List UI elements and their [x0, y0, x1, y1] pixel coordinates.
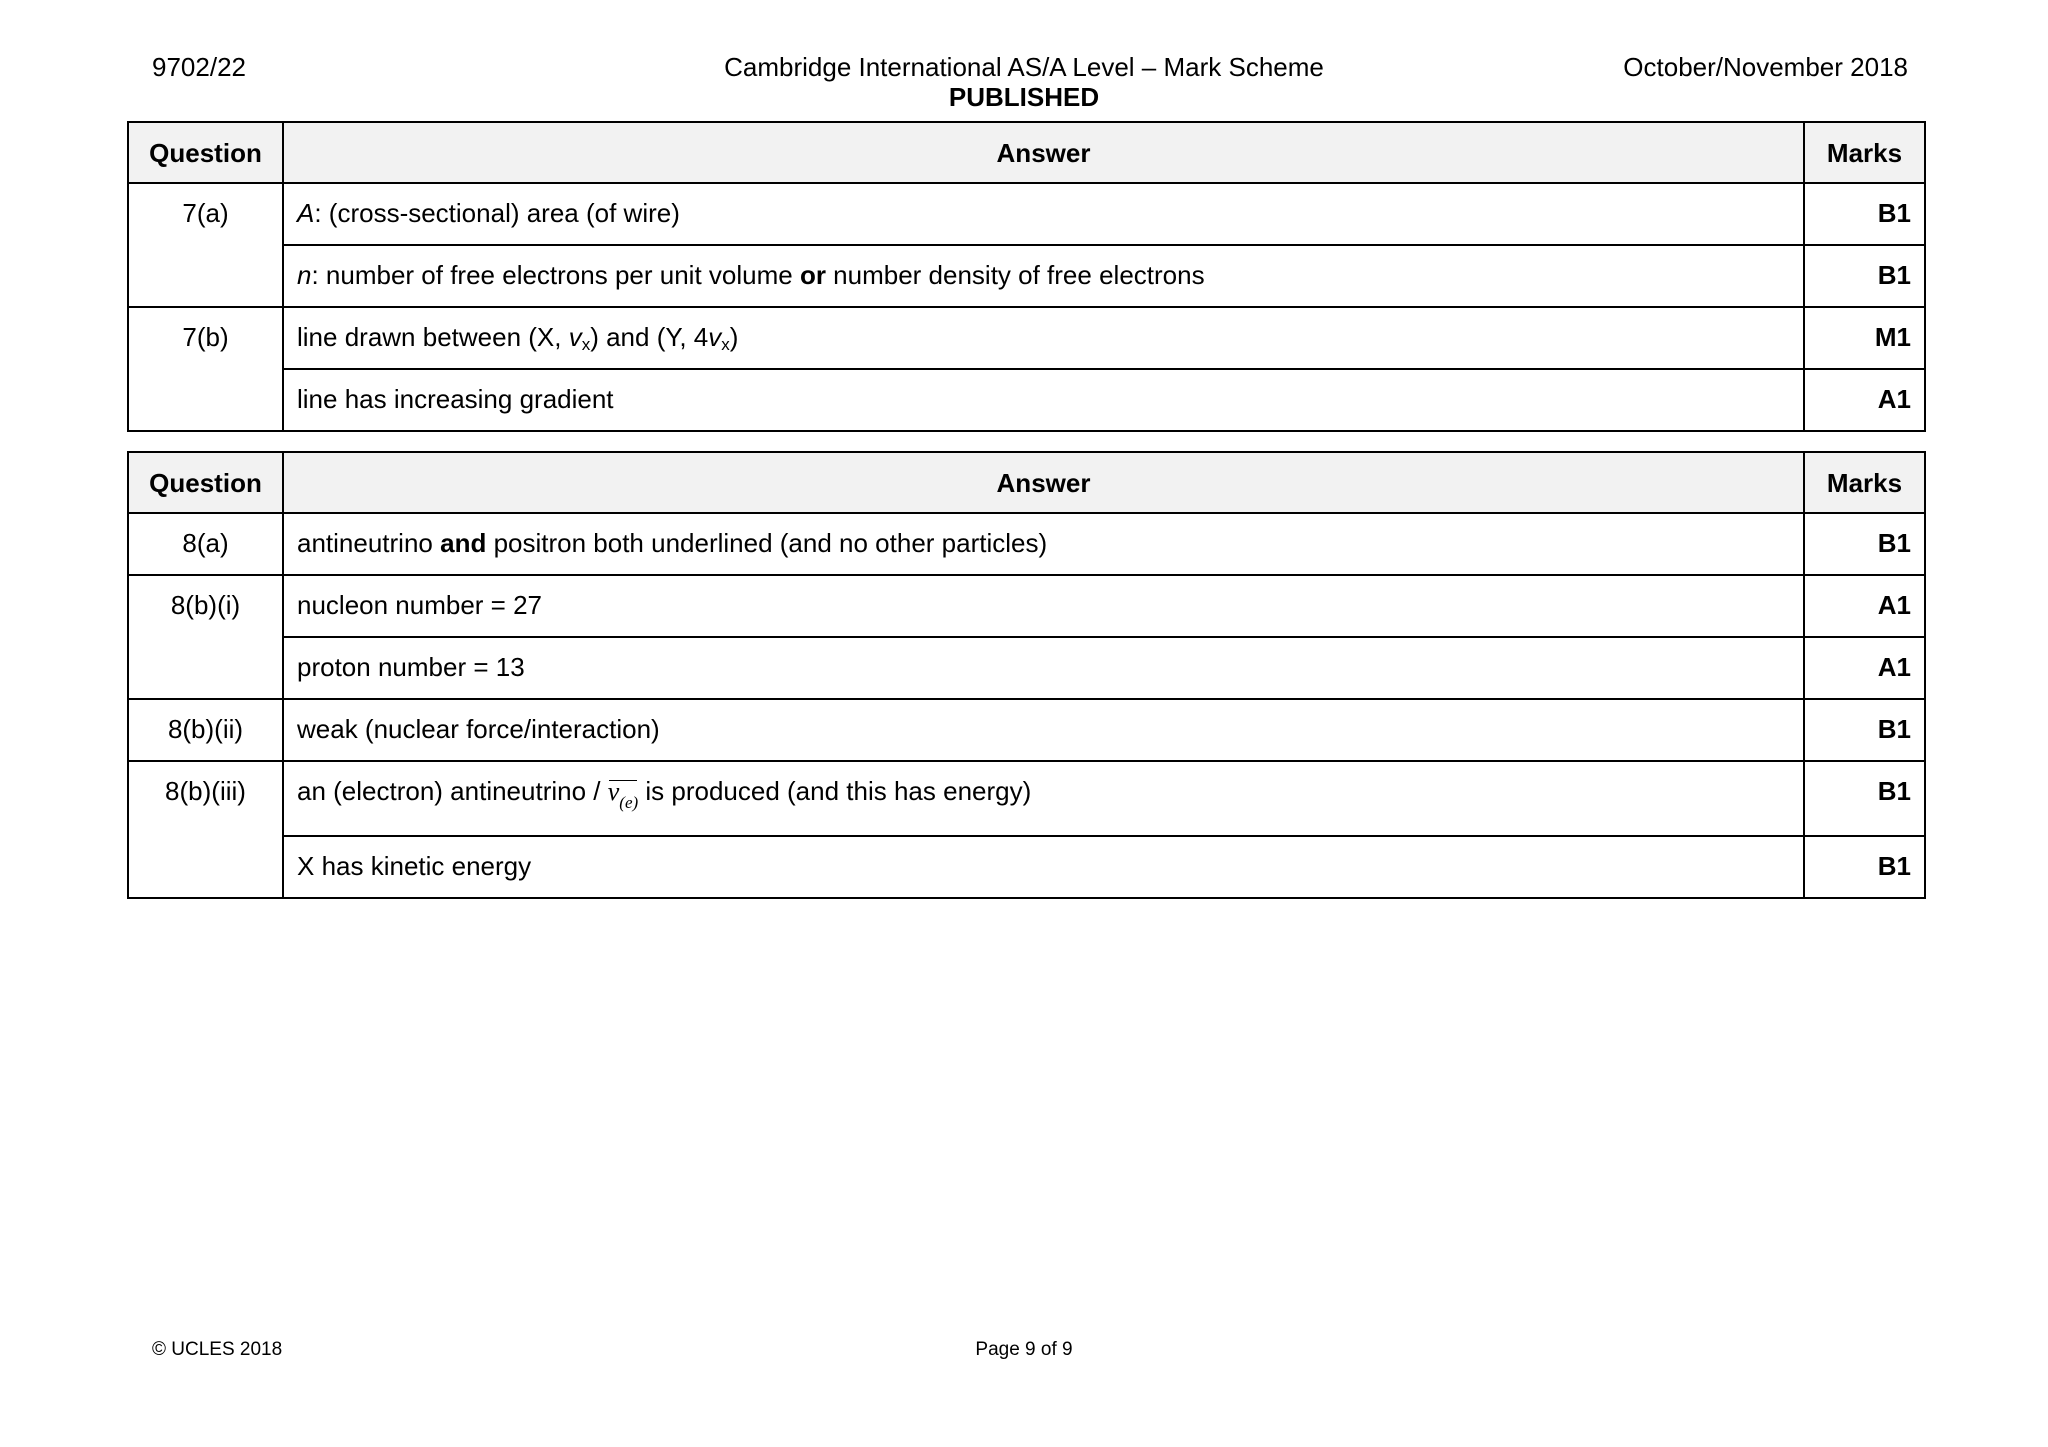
- exam-session: October/November 2018: [1623, 52, 1908, 82]
- answer-header: Answer: [283, 452, 1804, 513]
- published-label: PUBLISHED: [948, 82, 1100, 112]
- answer-cell: [283, 307, 1804, 369]
- variable: v: [708, 322, 722, 352]
- answer-header: Answer: [283, 122, 1804, 183]
- table-row: [128, 307, 1925, 369]
- question-number: 8(b)(ii): [128, 699, 283, 761]
- answer-text: ): [729, 322, 739, 352]
- variable: A: [297, 198, 315, 228]
- question-number: 8(a): [128, 513, 283, 575]
- answer-cell: X has kinetic energy: [283, 836, 1804, 898]
- answer-text: number density of free electrons: [825, 260, 1205, 290]
- variable: n: [297, 260, 312, 290]
- marks-header: Marks: [1804, 452, 1925, 513]
- answer-cell: [283, 183, 1804, 245]
- answer-text: ) and (Y, 4: [590, 322, 709, 352]
- table-row: [128, 513, 1925, 575]
- question-number: 8(b)(i): [128, 575, 283, 699]
- answer-text: is produced (and this has energy): [638, 776, 1032, 806]
- answer-text: : number of free electrons per unit volume: [311, 260, 800, 290]
- paper-code: 9702/22: [152, 52, 246, 82]
- question-number: 7(b): [128, 307, 283, 431]
- nu-subscript: (e): [619, 793, 639, 812]
- overbar: [609, 780, 637, 781]
- emphasis: or: [799, 260, 826, 290]
- page-number: Page 9 of 9: [975, 1339, 1073, 1360]
- answer-text: positron both underlined (and no other particles): [486, 528, 1048, 558]
- mark-scheme-table-7: [127, 121, 1926, 432]
- marks-cell: A1: [1804, 369, 1925, 431]
- answer-cell: [283, 761, 1804, 836]
- table-row: [128, 183, 1925, 245]
- marks-cell: B1: [1804, 761, 1925, 836]
- title-text: Cambridge International AS/A Level – Mark Scheme: [724, 52, 1324, 82]
- answer-cell: proton number = 13: [283, 637, 1804, 699]
- marks-header: Marks: [1804, 122, 1925, 183]
- answer-cell: weak (nuclear force/interaction): [283, 699, 1804, 761]
- table-row: [128, 699, 1925, 761]
- marks-cell: B1: [1804, 183, 1925, 245]
- answer-cell: line has increasing gradient: [283, 369, 1804, 431]
- answer-text: line drawn between (X,: [297, 322, 569, 352]
- answer-cell: nucleon number = 27: [283, 575, 1804, 637]
- marks-cell: B1: [1804, 513, 1925, 575]
- marks-cell: B1: [1804, 836, 1925, 898]
- table-row: [128, 637, 1925, 699]
- table-row: [128, 369, 1925, 431]
- antineutrino-symbol: [607, 777, 639, 812]
- subscript: x: [721, 335, 730, 354]
- table-row: [128, 575, 1925, 637]
- table-header-row: [128, 122, 1925, 183]
- table-row: [128, 761, 1925, 836]
- table-header-row: [128, 452, 1925, 513]
- question-header: Question: [128, 452, 283, 513]
- marks-cell: A1: [1804, 637, 1925, 699]
- answer-text: antineutrino: [297, 528, 441, 558]
- answer-cell: [283, 245, 1804, 307]
- table-row: [128, 245, 1925, 307]
- copyright: © UCLES 2018: [152, 1339, 283, 1360]
- marks-cell: A1: [1804, 575, 1925, 637]
- nu-glyph: ν: [607, 777, 620, 806]
- mark-scheme-table-8: [127, 451, 1926, 899]
- question-number: 8(b)(iii): [128, 761, 283, 898]
- emphasis: and: [440, 528, 487, 558]
- answer-cell: [283, 513, 1804, 575]
- subscript: x: [581, 335, 591, 354]
- question-number: 7(a): [128, 183, 283, 307]
- variable: v: [568, 322, 582, 352]
- answer-text: : (cross-sectional) area (of wire): [314, 198, 680, 228]
- table-row: [128, 836, 1925, 898]
- answer-text: an (electron) antineutrino /: [297, 776, 608, 806]
- marks-cell: B1: [1804, 699, 1925, 761]
- marks-cell: M1: [1804, 307, 1925, 369]
- marks-cell: B1: [1804, 245, 1925, 307]
- question-header: Question: [128, 122, 283, 183]
